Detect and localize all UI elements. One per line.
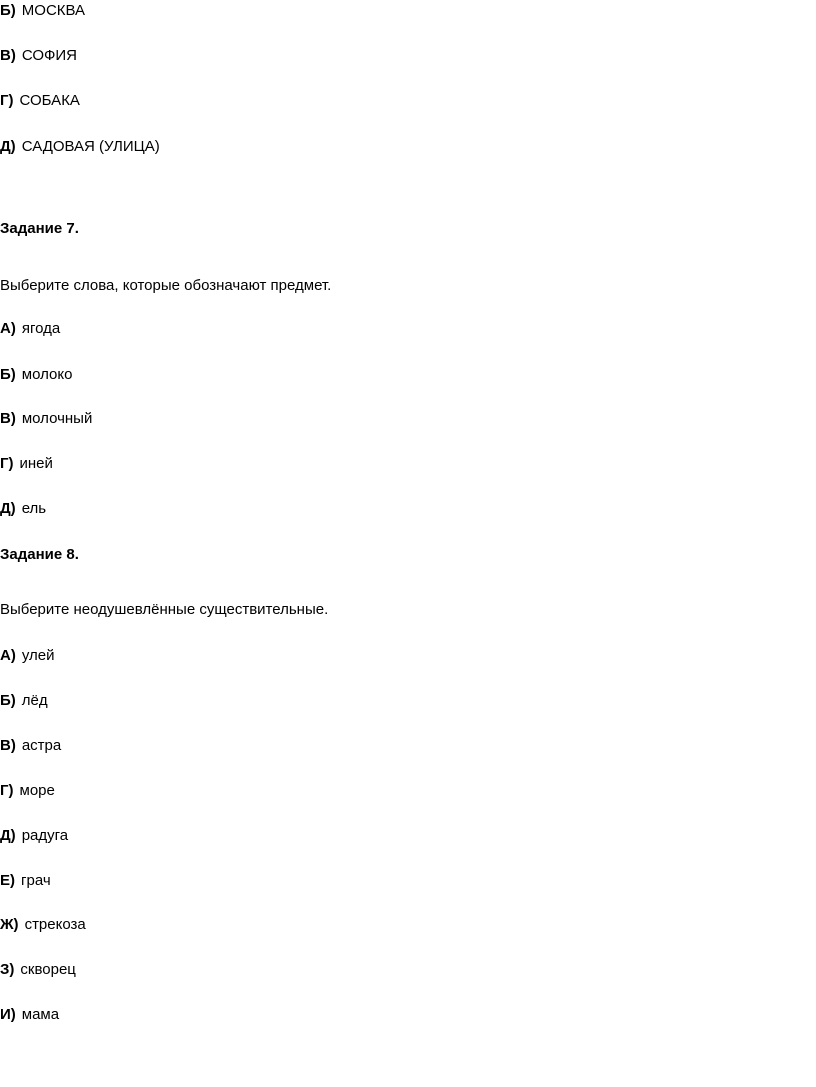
option-text: молоко [21,366,73,383]
option-text: скворец [20,961,76,978]
task8-option-v [0,737,61,755]
option-text: грач [21,872,51,889]
task8-option-g [0,782,55,800]
option-letter: В) [0,410,16,427]
task7-question: Выберите слова, которые обозначают предмет. [0,277,332,294]
prev-option-b [0,2,85,20]
task7-option-b [0,366,72,384]
option-text: мама [21,1006,60,1023]
task8-option-e [0,872,51,890]
task7-option-v [0,410,92,428]
option-text: астра [21,737,62,754]
option-letter: Е) [0,872,15,889]
option-text: МОСКВА [21,2,86,19]
option-letter: Ж) [0,916,19,933]
option-letter: З) [0,961,15,978]
task8-question: Выберите неодушевлённые существительные. [0,601,329,618]
option-text: стрекоза [24,916,86,933]
option-text: молочный [21,410,93,427]
option-letter: И) [0,1006,16,1023]
task8-option-b [0,692,48,710]
task8-option-d [0,827,68,845]
prev-option-v [0,47,77,65]
option-text: улей [21,647,55,664]
task7-option-g [0,455,53,473]
option-letter: Г) [0,455,14,472]
task8-option-z [0,961,76,979]
option-letter: Д) [0,500,16,517]
option-letter: А) [0,320,16,337]
option-letter: В) [0,47,16,64]
task7-option-d [0,500,46,518]
option-letter: Д) [0,138,16,155]
option-letter: Б) [0,366,16,383]
option-text: СОБАКА [19,92,80,109]
task8-option-a [0,647,54,665]
task7-title: Задание 7. [0,220,79,237]
option-text: радуга [21,827,69,844]
option-letter: Б) [0,2,16,19]
prev-option-d [0,138,160,156]
option-text: ель [21,500,47,517]
option-letter: Г) [0,92,14,109]
option-text: лёд [21,692,48,709]
option-letter: А) [0,647,16,664]
option-letter: Б) [0,692,16,709]
task8-option-zh [0,916,86,934]
option-letter: Д) [0,827,16,844]
option-letter: Г) [0,782,14,799]
option-letter: В) [0,737,16,754]
option-text: иней [19,455,53,472]
option-text: ягода [21,320,61,337]
option-text: САДОВАЯ (УЛИЦА) [21,138,160,155]
option-text: СОФИЯ [21,47,78,64]
task8-title: Задание 8. [0,546,79,563]
task8-option-i [0,1006,59,1024]
task7-option-a [0,320,60,338]
prev-option-g [0,92,80,110]
option-text: море [19,782,55,799]
